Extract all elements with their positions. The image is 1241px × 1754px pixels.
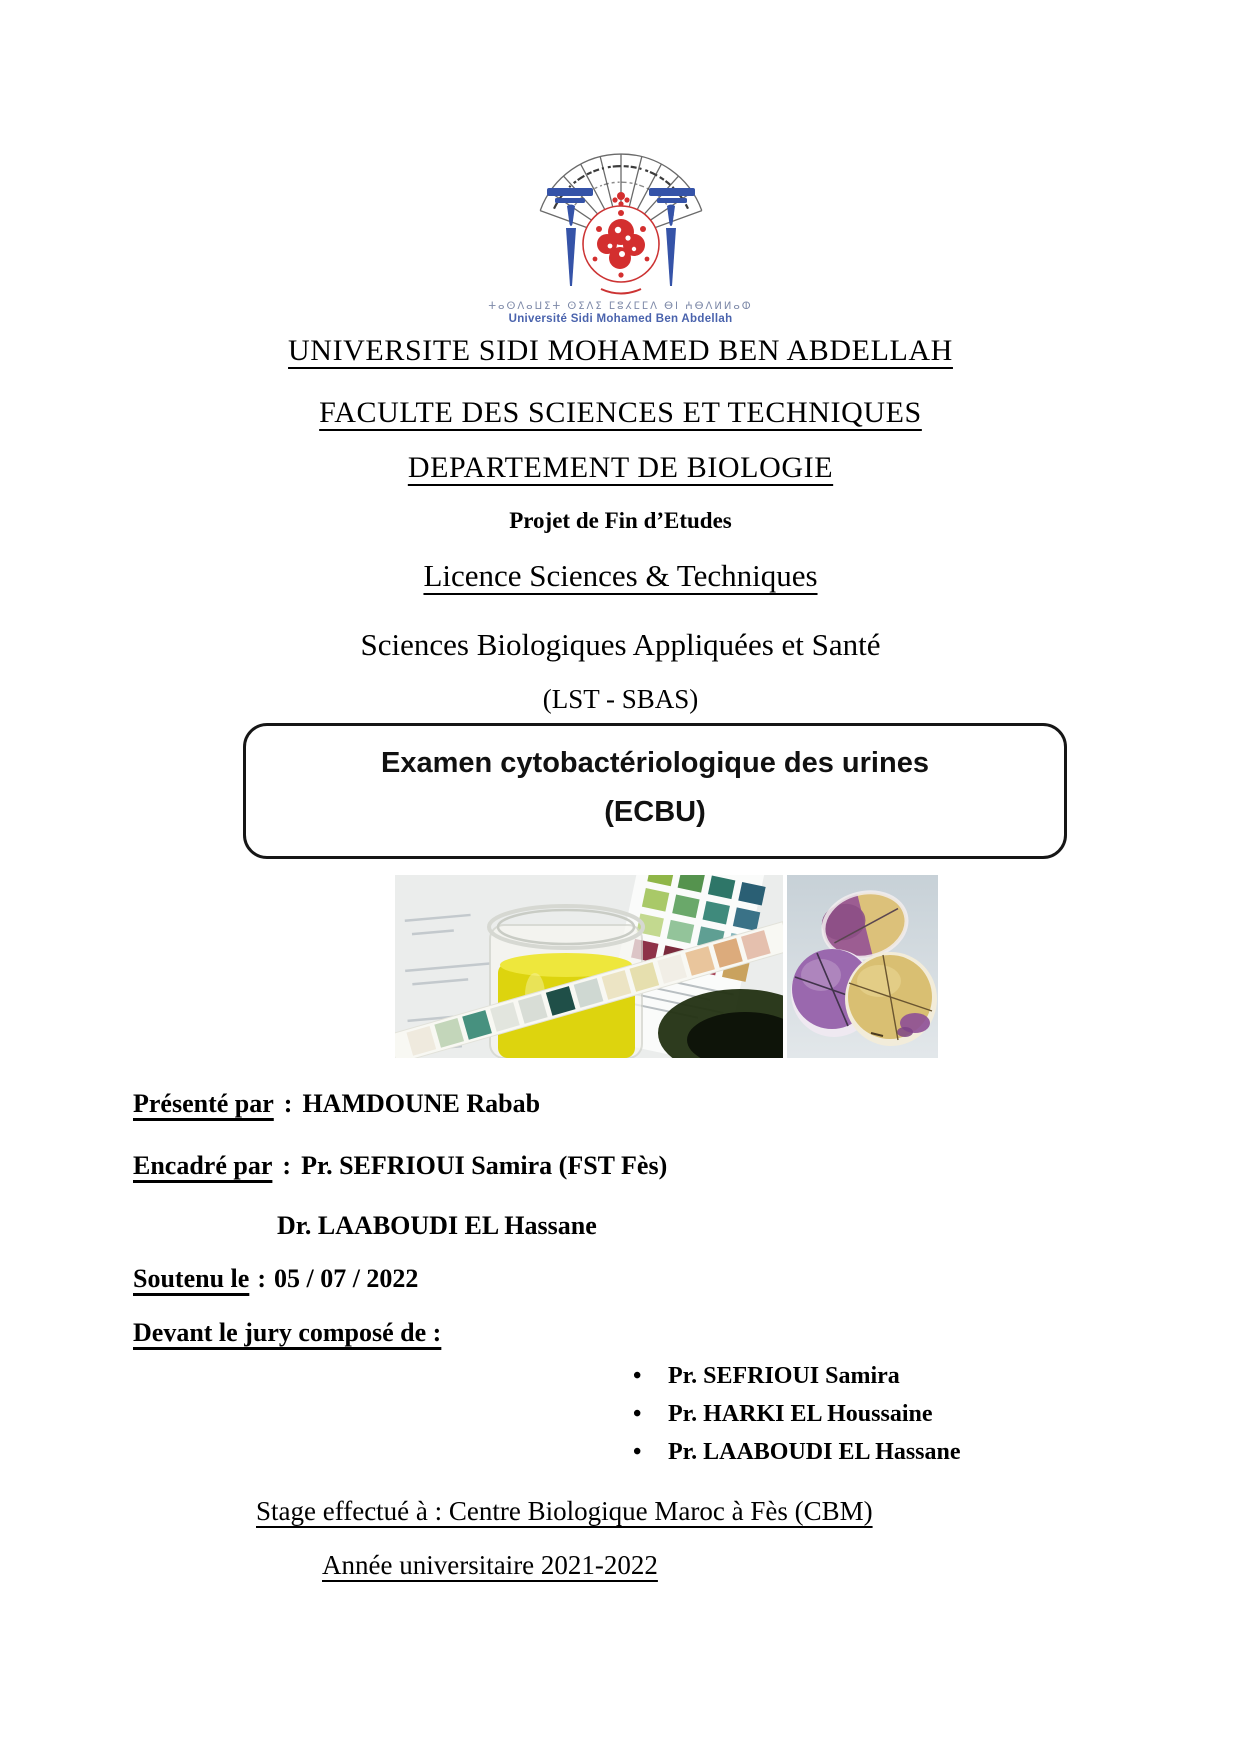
jury-heading-row — [133, 1318, 441, 1348]
colon: : — [282, 1151, 292, 1180]
internship-line: Stage effectué à : Centre Biologique Maroc à Fès (CBM) — [256, 1496, 873, 1526]
jury-member-row — [633, 1401, 961, 1439]
degree-line — [0, 558, 1241, 594]
degree-name: Licence Sciences & Techniques — [423, 558, 818, 593]
logo-top-ornament — [612, 192, 629, 207]
faculty-line — [0, 396, 1241, 430]
jury-heading: Devant le jury composé de : — [133, 1318, 442, 1347]
presented-by-row — [133, 1089, 540, 1119]
specialty-line — [0, 627, 1241, 663]
thesis-title: Examen cytobactériologique des urines — [381, 747, 929, 779]
jury-member: Pr. SEFRIOUI Samira — [668, 1363, 900, 1389]
specialty-name: Sciences Biologiques Appliquées et Santé — [360, 627, 881, 662]
cosupervisor-row — [277, 1211, 597, 1241]
project-type: Projet de Fin d’Etudes — [509, 508, 732, 533]
specialty-abbr-line — [0, 684, 1241, 715]
university-name-line — [0, 334, 1241, 368]
defense-date-label: Soutenu le — [133, 1264, 250, 1293]
logo-medallion — [583, 206, 659, 282]
specialty-abbr: (LST - SBAS) — [542, 684, 699, 714]
supervised-by-value: Pr. SEFRIOUI Samira (FST Fès) — [301, 1151, 668, 1180]
jury-member: Pr. HARKI EL Houssaine — [668, 1401, 933, 1427]
thesis-title-box — [243, 723, 1067, 859]
presented-by-value: HAMDOUNE Rabab — [302, 1089, 541, 1118]
bullet-icon: • — [633, 1439, 642, 1465]
defense-date-value: 05 / 07 / 2022 — [273, 1264, 419, 1293]
jury-member: Pr. LAABOUDI EL Hassane — [668, 1439, 961, 1465]
university-emblem — [501, 126, 741, 296]
bullet-icon: • — [633, 1401, 642, 1427]
supervised-by-label: Encadré par — [133, 1151, 273, 1180]
petri-dishes-photo — [787, 875, 938, 1058]
thesis-title-abbr: (ECBU) — [604, 796, 706, 828]
project-type-line — [0, 508, 1241, 534]
cover-photo — [395, 875, 938, 1058]
presented-by-label: Présenté par — [133, 1089, 274, 1118]
jury-list — [633, 1363, 961, 1477]
supervised-by-row — [133, 1151, 667, 1181]
department-line — [0, 451, 1241, 485]
urine-test-photo — [395, 875, 783, 1058]
jury-member-row — [633, 1363, 961, 1401]
logo-bottom-arc — [601, 289, 641, 294]
logo-caption: Université Sidi Mohamed Ben Abdellah — [508, 312, 733, 325]
logo-tifinagh-caption: ⵜⴰⵙⴷⴰⵡⵉⵜ ⵙⵉⴷⵉ ⵎⵓⵃⵎⵎⴷ ⴱⵏ ⵄⴱⴷⵍⵍⴰⵀ — [488, 301, 753, 313]
colon: : — [283, 1089, 293, 1118]
petri-dish-yellow — [845, 952, 937, 1046]
defense-date-row — [133, 1264, 418, 1294]
faculty-name: FACULTE DES SCIENCES ET TECHNIQUES — [319, 396, 922, 429]
bullet-icon: • — [633, 1363, 642, 1389]
university-logo — [391, 126, 851, 326]
jury-member-row — [633, 1439, 961, 1477]
colon: : — [257, 1264, 266, 1293]
cosupervisor-value: Dr. LAABOUDI EL Hassane — [277, 1211, 597, 1240]
academic-year-line: Année universitaire 2021-2022 — [322, 1550, 658, 1580]
university-name: UNIVERSITE SIDI MOHAMED BEN ABDELLAH — [288, 334, 953, 367]
department-name: DEPARTEMENT DE BIOLOGIE — [407, 451, 834, 484]
